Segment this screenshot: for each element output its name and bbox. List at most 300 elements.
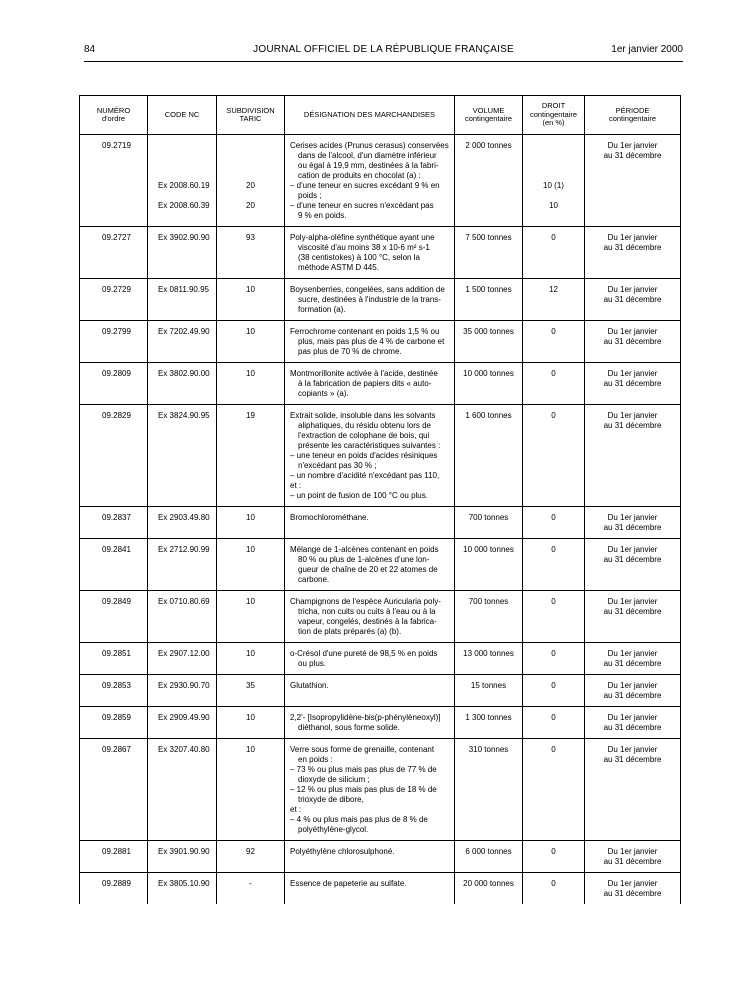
cell-volume: [455, 643, 523, 675]
numero-text: 09.2851: [102, 649, 131, 658]
cell-volume: [455, 539, 523, 591]
droit-text: [523, 151, 584, 161]
droit-text: 12: [549, 285, 558, 294]
designation-line: Bromochlorométhane.: [290, 513, 369, 522]
designation-line: – 12 % ou plus mais pas plus de 18 % de: [290, 785, 437, 794]
designation-line: Poly-alpha-oléfine synthétique ayant une: [290, 233, 435, 242]
cell-subdivision: [217, 841, 285, 873]
droit-text: 0: [551, 411, 556, 420]
designation-line: 80 % ou plus de 1-alcènes d'une lon-: [298, 555, 430, 564]
table-row: [80, 507, 681, 539]
cell-subdivision: [217, 873, 285, 905]
designation-line: vapeur, congelés, destinés à la fabrica-: [298, 617, 437, 626]
cell-subdivision: [217, 739, 285, 841]
cell-designation: [285, 539, 455, 591]
cell-droit: [523, 135, 585, 227]
table-row: [80, 591, 681, 643]
cell-volume: [455, 675, 523, 707]
col-header-code-nc: CODE NC: [148, 96, 217, 135]
designation-line: ou plus.: [298, 659, 327, 668]
volume-text: 35 000 tonnes: [463, 327, 514, 336]
cell-numero: [80, 227, 148, 279]
subdivision-text: 10: [246, 513, 255, 522]
cell-code-nc: [148, 405, 217, 507]
droit-text: 0: [551, 879, 556, 888]
cell-volume: [455, 405, 523, 507]
subdivision-text: 10: [246, 713, 255, 722]
droit-text: 0: [551, 513, 556, 522]
periode-text: Du 1er janvier: [607, 233, 658, 242]
designation-line: poids ;: [298, 191, 322, 200]
table-row: [80, 675, 681, 707]
designation-line: Cerises acides (Prunus cerasus) conservées: [290, 141, 449, 150]
cell-droit: [523, 643, 585, 675]
cell-periode: [585, 539, 681, 591]
volume-text: 20 000 tonnes: [463, 879, 514, 888]
droit-text: 0: [551, 745, 556, 754]
periode-text: au 31 décembre: [603, 421, 662, 430]
cell-subdivision: [217, 405, 285, 507]
cell-volume: [455, 321, 523, 363]
numero-text: 09.2867: [102, 745, 131, 754]
cell-subdivision: [217, 707, 285, 739]
periode-text: Du 1er janvier: [607, 513, 658, 522]
cell-periode: [585, 135, 681, 227]
table-row: [80, 279, 681, 321]
subdivision-text: 19: [246, 411, 255, 420]
cell-designation: [285, 227, 455, 279]
droit-text: 0: [551, 713, 556, 722]
cell-code-nc: [148, 643, 217, 675]
designation-line: carbone.: [298, 575, 330, 584]
volume-text: 13 000 tonnes: [463, 649, 514, 658]
subdivision-text: 93: [246, 233, 255, 242]
volume-text: 1 600 tonnes: [465, 411, 512, 420]
periode-text: Du 1er janvier: [607, 545, 658, 554]
col-header-droit: DROIT contingentaire (en %): [523, 96, 585, 135]
code-nc-text: Ex 3824.90.95: [158, 411, 210, 420]
designation-line: Glutathion.: [290, 681, 329, 690]
designation-line: Extrait solide, insoluble dans les solvants: [290, 411, 436, 420]
cell-code-nc: [148, 539, 217, 591]
code-nc-text: Ex 3207.40.80: [158, 745, 210, 754]
designation-line: Champignons de l'espèce Auricularia poly-: [290, 597, 441, 606]
cell-code-nc: [148, 591, 217, 643]
designation-line: copiants » (a).: [298, 389, 349, 398]
designation-line: – d'une teneur en sucres excédant 9 % en: [290, 181, 440, 190]
numero-text: 09.2799: [102, 327, 131, 336]
designation-line: – un point de fusion de 100 °C ou plus.: [290, 491, 428, 500]
code-nc-text: Ex 2903.49.80: [158, 513, 210, 522]
volume-text: 700 tonnes: [468, 597, 509, 606]
periode-text: au 31 décembre: [603, 295, 662, 304]
cell-subdivision: [217, 591, 285, 643]
col-header-numero: NUMÉRO d'ordre: [80, 96, 148, 135]
cell-code-nc: [148, 279, 217, 321]
periode-text: Du 1er janvier: [607, 879, 658, 888]
cell-designation: [285, 707, 455, 739]
table-row: [80, 643, 681, 675]
cell-periode: [585, 279, 681, 321]
cell-numero: [80, 841, 148, 873]
droit-text: 0: [551, 327, 556, 336]
periode-text: au 31 décembre: [603, 723, 662, 732]
cell-code-nc: [148, 707, 217, 739]
page-header: [84, 44, 683, 58]
numero-text: 09.2829: [102, 411, 131, 420]
volume-text: 310 tonnes: [468, 745, 509, 754]
cell-volume: [455, 363, 523, 405]
code-nc-text: Ex 2909.49.90: [158, 713, 210, 722]
code-nc-text: [158, 191, 216, 201]
cell-designation: [285, 591, 455, 643]
designation-line: Montmorillonite activée à l'acide, destinée: [290, 369, 438, 378]
cell-periode: [585, 405, 681, 507]
subdivision-text: [217, 191, 284, 201]
droit-text: 10: [549, 201, 558, 210]
numero-text: 09.2809: [102, 369, 131, 378]
code-nc-text: [158, 151, 216, 161]
cell-numero: [80, 363, 148, 405]
col-header-subdivision: SUBDIVISION TARIC: [217, 96, 285, 135]
code-nc-text: [158, 141, 216, 151]
periode-text: Du 1er janvier: [607, 597, 658, 606]
cell-code-nc: [148, 675, 217, 707]
cell-periode: [585, 873, 681, 905]
cell-numero: [80, 707, 148, 739]
designation-line: sucre, destinées à l'industrie de la trans-: [298, 295, 441, 304]
cell-subdivision: [217, 279, 285, 321]
cell-volume: [455, 279, 523, 321]
cell-numero: [80, 643, 148, 675]
designation-line: l'extraction de colophane de bois, qui: [298, 431, 430, 440]
cell-droit: [523, 591, 585, 643]
designation-line: aliphatiques, du résidu obtenu lors de: [298, 421, 431, 430]
quota-table: [79, 95, 681, 904]
table-row: [80, 135, 681, 227]
cell-numero: [80, 279, 148, 321]
designation-line: – 4 % ou plus mais pas plus de 8 % de: [290, 815, 428, 824]
droit-text: 0: [551, 681, 556, 690]
volume-text: 10 000 tonnes: [463, 369, 514, 378]
subdivision-text: 35: [246, 681, 255, 690]
cell-droit: [523, 739, 585, 841]
droit-text: 0: [551, 649, 556, 658]
cell-numero: [80, 739, 148, 841]
table-row: [80, 873, 681, 905]
cell-periode: [585, 363, 681, 405]
code-nc-text: Ex 2008.60.19: [158, 181, 210, 190]
designation-line: Essence de papeterie au sulfate.: [290, 879, 407, 888]
code-nc-text: Ex 0710.80.69: [158, 597, 210, 606]
droit-text: 0: [551, 597, 556, 606]
volume-text: 700 tonnes: [468, 513, 509, 522]
designation-line: à la fabrication de papiers dits « auto-: [298, 379, 432, 388]
numero-text: 09.2849: [102, 597, 131, 606]
code-nc-text: Ex 2712.90.99: [158, 545, 210, 554]
designation-line: trioxyde de dibore,: [298, 795, 364, 804]
code-nc-text: Ex 7202.49.90: [158, 327, 210, 336]
designation-line: polyéthylène-glycol.: [298, 825, 369, 834]
cell-periode: [585, 643, 681, 675]
cell-periode: [585, 227, 681, 279]
droit-text: [523, 171, 584, 181]
cell-designation: [285, 873, 455, 905]
designation-line: – un nombre d'acidité n'excédant pas 110,: [290, 471, 440, 480]
subdivision-text: 10: [246, 327, 255, 336]
periode-text: au 31 décembre: [603, 755, 662, 764]
cell-designation: [285, 507, 455, 539]
designation-line: dioxyde de silicium ;: [298, 775, 370, 784]
cell-numero: [80, 321, 148, 363]
designation-line: (38 centistokes) à 100 °C, selon la: [298, 253, 420, 262]
subdivision-text: 92: [246, 847, 255, 856]
designation-line: n'excédant pas 30 % ;: [298, 461, 377, 470]
cell-periode: [585, 507, 681, 539]
periode-text: Du 1er janvier: [607, 681, 658, 690]
cell-designation: [285, 643, 455, 675]
code-nc-text: Ex 0811.90.95: [158, 285, 210, 294]
periode-text: au 31 décembre: [603, 857, 662, 866]
periode-text: Du 1er janvier: [607, 141, 658, 150]
cell-droit: [523, 507, 585, 539]
cell-periode: [585, 841, 681, 873]
cell-designation: [285, 405, 455, 507]
cell-designation: [285, 321, 455, 363]
volume-text: 7 500 tonnes: [465, 233, 512, 242]
cell-numero: [80, 135, 148, 227]
cell-volume: [455, 841, 523, 873]
designation-line: formation (a).: [298, 305, 346, 314]
periode-text: au 31 décembre: [603, 523, 662, 532]
code-nc-text: [158, 161, 216, 171]
cell-subdivision: [217, 321, 285, 363]
cell-droit: [523, 873, 585, 905]
cell-code-nc: [148, 227, 217, 279]
designation-line: diéthanol, sous forme solide.: [298, 723, 400, 732]
volume-text: 1 300 tonnes: [465, 713, 512, 722]
droit-text: 0: [551, 233, 556, 242]
subdivision-text: 20: [246, 181, 255, 190]
designation-line: cation de produits en chocolat (a) :: [298, 171, 421, 180]
cell-code-nc: [148, 321, 217, 363]
volume-text: 15 tonnes: [470, 681, 507, 690]
numero-text: 09.2881: [102, 847, 131, 856]
designation-line: tricha, non cuits ou cuits à l'eau ou à la: [298, 607, 436, 616]
periode-text: au 31 décembre: [603, 659, 662, 668]
cell-designation: [285, 363, 455, 405]
header-rule: [84, 61, 683, 62]
subdivision-text: [217, 151, 284, 161]
cell-subdivision: [217, 507, 285, 539]
droit-text: [523, 141, 584, 151]
designation-line: et :: [290, 805, 302, 814]
subdivision-text: [217, 161, 284, 171]
periode-text: au 31 décembre: [603, 555, 662, 564]
numero-text: 09.2853: [102, 681, 131, 690]
cell-droit: [523, 707, 585, 739]
cell-volume: [455, 739, 523, 841]
subdivision-text: 20: [246, 201, 255, 210]
periode-text: Du 1er janvier: [607, 327, 658, 336]
cell-droit: [523, 841, 585, 873]
designation-line: Ferrochrome contenant en poids 1,5 % ou: [290, 327, 440, 336]
numero-text: 09.2889: [102, 879, 131, 888]
cell-volume: [455, 507, 523, 539]
designation-line: méthode ASTM D 445.: [298, 263, 379, 272]
designation-line: et :: [290, 481, 302, 490]
code-nc-text: Ex 2930.90.70: [158, 681, 210, 690]
designation-line: dans de l'alcool, d'un diamètre inférieur: [298, 151, 437, 160]
code-nc-text: Ex 2907.12.00: [158, 649, 210, 658]
table-row: [80, 405, 681, 507]
droit-text: [523, 161, 584, 171]
periode-text: au 31 décembre: [603, 379, 662, 388]
designation-line: pas plus de 70 % de chrome.: [298, 347, 402, 356]
cell-numero: [80, 539, 148, 591]
cell-designation: [285, 841, 455, 873]
cell-numero: [80, 591, 148, 643]
designation-line: Mélange de 1-alcènes contenant en poids: [290, 545, 439, 554]
code-nc-text: Ex 3805.10.90: [158, 879, 210, 888]
subdivision-text: 10: [246, 745, 255, 754]
table-row: [80, 363, 681, 405]
page-number: 84: [84, 44, 96, 55]
periode-text: Du 1er janvier: [607, 411, 658, 420]
designation-line: Polyéthylène chlorosulphoné.: [290, 847, 395, 856]
cell-volume: [455, 227, 523, 279]
cell-numero: [80, 675, 148, 707]
code-nc-text: Ex 3901.90.90: [158, 847, 210, 856]
subdivision-text: 10: [246, 545, 255, 554]
periode-text: au 31 décembre: [603, 337, 662, 346]
numero-text: 09.2727: [102, 233, 131, 242]
volume-text: 1 500 tonnes: [465, 285, 512, 294]
cell-periode: [585, 675, 681, 707]
subdivision-text: [217, 141, 284, 151]
cell-droit: [523, 227, 585, 279]
droit-text: [523, 191, 584, 201]
periode-text: au 31 décembre: [603, 691, 662, 700]
droit-text: 0: [551, 847, 556, 856]
designation-line: viscosité d'au moins 38 x 10-6 m² s-1: [298, 243, 430, 252]
cell-code-nc: [148, 873, 217, 905]
cell-periode: [585, 321, 681, 363]
code-nc-text: [158, 171, 216, 181]
cell-code-nc: [148, 135, 217, 227]
cell-periode: [585, 591, 681, 643]
cell-droit: [523, 363, 585, 405]
droit-text: 10 (1): [543, 181, 564, 190]
cell-numero: [80, 507, 148, 539]
periode-text: Du 1er janvier: [607, 847, 658, 856]
designation-line: gueur de chaîne de 20 et 22 atomes de: [298, 565, 438, 574]
cell-droit: [523, 321, 585, 363]
numero-text: 09.2719: [102, 141, 131, 150]
cell-subdivision: [217, 675, 285, 707]
cell-volume: [455, 591, 523, 643]
designation-line: tion de plats préparés (a) (b).: [298, 627, 402, 636]
cell-designation: [285, 135, 455, 227]
designation-line: – d'une teneur en sucres n'excédant pas: [290, 201, 434, 210]
subdivision-text: 10: [246, 369, 255, 378]
cell-numero: [80, 873, 148, 905]
designation-line: – 73 % ou plus mais pas plus de 77 % de: [290, 765, 437, 774]
journal-title: JOURNAL OFFICIEL DE LA RÉPUBLIQUE FRANÇAISE: [253, 44, 514, 55]
cell-designation: [285, 675, 455, 707]
periode-text: Du 1er janvier: [607, 369, 658, 378]
code-nc-text: Ex 3902.90.90: [158, 233, 210, 242]
col-header-volume: VOLUME contingentaire: [455, 96, 523, 135]
cell-subdivision: [217, 363, 285, 405]
designation-line: o-Crésol d'une pureté de 98,5 % en poids: [290, 649, 438, 658]
volume-text: 6 000 tonnes: [465, 847, 512, 856]
cell-volume: [455, 135, 523, 227]
periode-text: au 31 décembre: [603, 607, 662, 616]
periode-text: au 31 décembre: [603, 889, 662, 898]
table-row: [80, 321, 681, 363]
periode-text: Du 1er janvier: [607, 285, 658, 294]
numero-text: 09.2837: [102, 513, 131, 522]
table-row: [80, 707, 681, 739]
periode-text: Du 1er janvier: [607, 713, 658, 722]
cell-code-nc: [148, 363, 217, 405]
designation-line: ou égal à 19,9 mm, destinées à la fabri-: [298, 161, 439, 170]
cell-volume: [455, 707, 523, 739]
col-header-periode: PÉRIODE contingentaire: [585, 96, 681, 135]
designation-line: présente les caractéristiques suivantes :: [298, 441, 441, 450]
cell-numero: [80, 405, 148, 507]
numero-text: 09.2859: [102, 713, 131, 722]
subdivision-text: 10: [246, 285, 255, 294]
issue-date: 1er janvier 2000: [611, 44, 683, 55]
cell-subdivision: [217, 135, 285, 227]
designation-line: en poids :: [298, 755, 333, 764]
table-row: [80, 841, 681, 873]
cell-code-nc: [148, 507, 217, 539]
cell-droit: [523, 405, 585, 507]
code-nc-text: Ex 2008.60.39: [158, 201, 210, 210]
cell-subdivision: [217, 539, 285, 591]
cell-code-nc: [148, 739, 217, 841]
cell-volume: [455, 873, 523, 905]
periode-text: Du 1er janvier: [607, 745, 658, 754]
subdivision-text: [217, 171, 284, 181]
cell-designation: [285, 739, 455, 841]
cell-periode: [585, 707, 681, 739]
subdivision-text: 10: [246, 649, 255, 658]
subdivision-text: -: [249, 879, 252, 888]
cell-droit: [523, 539, 585, 591]
designation-line: – une teneur en poids d'acides résiniques: [290, 451, 438, 460]
cell-subdivision: [217, 643, 285, 675]
table-header-row: [80, 96, 681, 135]
droit-text: 0: [551, 369, 556, 378]
cell-droit: [523, 675, 585, 707]
designation-line: 9 % en poids.: [298, 211, 347, 220]
code-nc-text: Ex 3802.90.00: [158, 369, 210, 378]
droit-text: 0: [551, 545, 556, 554]
periode-text: Du 1er janvier: [607, 649, 658, 658]
table-row: [80, 739, 681, 841]
volume-text: 2 000 tonnes: [465, 141, 512, 150]
designation-line: Verre sous forme de grenaille, contenant: [290, 745, 435, 754]
volume-text: 10 000 tonnes: [463, 545, 514, 554]
table-row: [80, 227, 681, 279]
numero-text: 09.2729: [102, 285, 131, 294]
designation-line: 2,2'- [Isopropylidène-bis(p-phénylèneoxyl)]: [290, 713, 441, 722]
designation-line: Boysenberries, congelées, sans addition de: [290, 285, 445, 294]
